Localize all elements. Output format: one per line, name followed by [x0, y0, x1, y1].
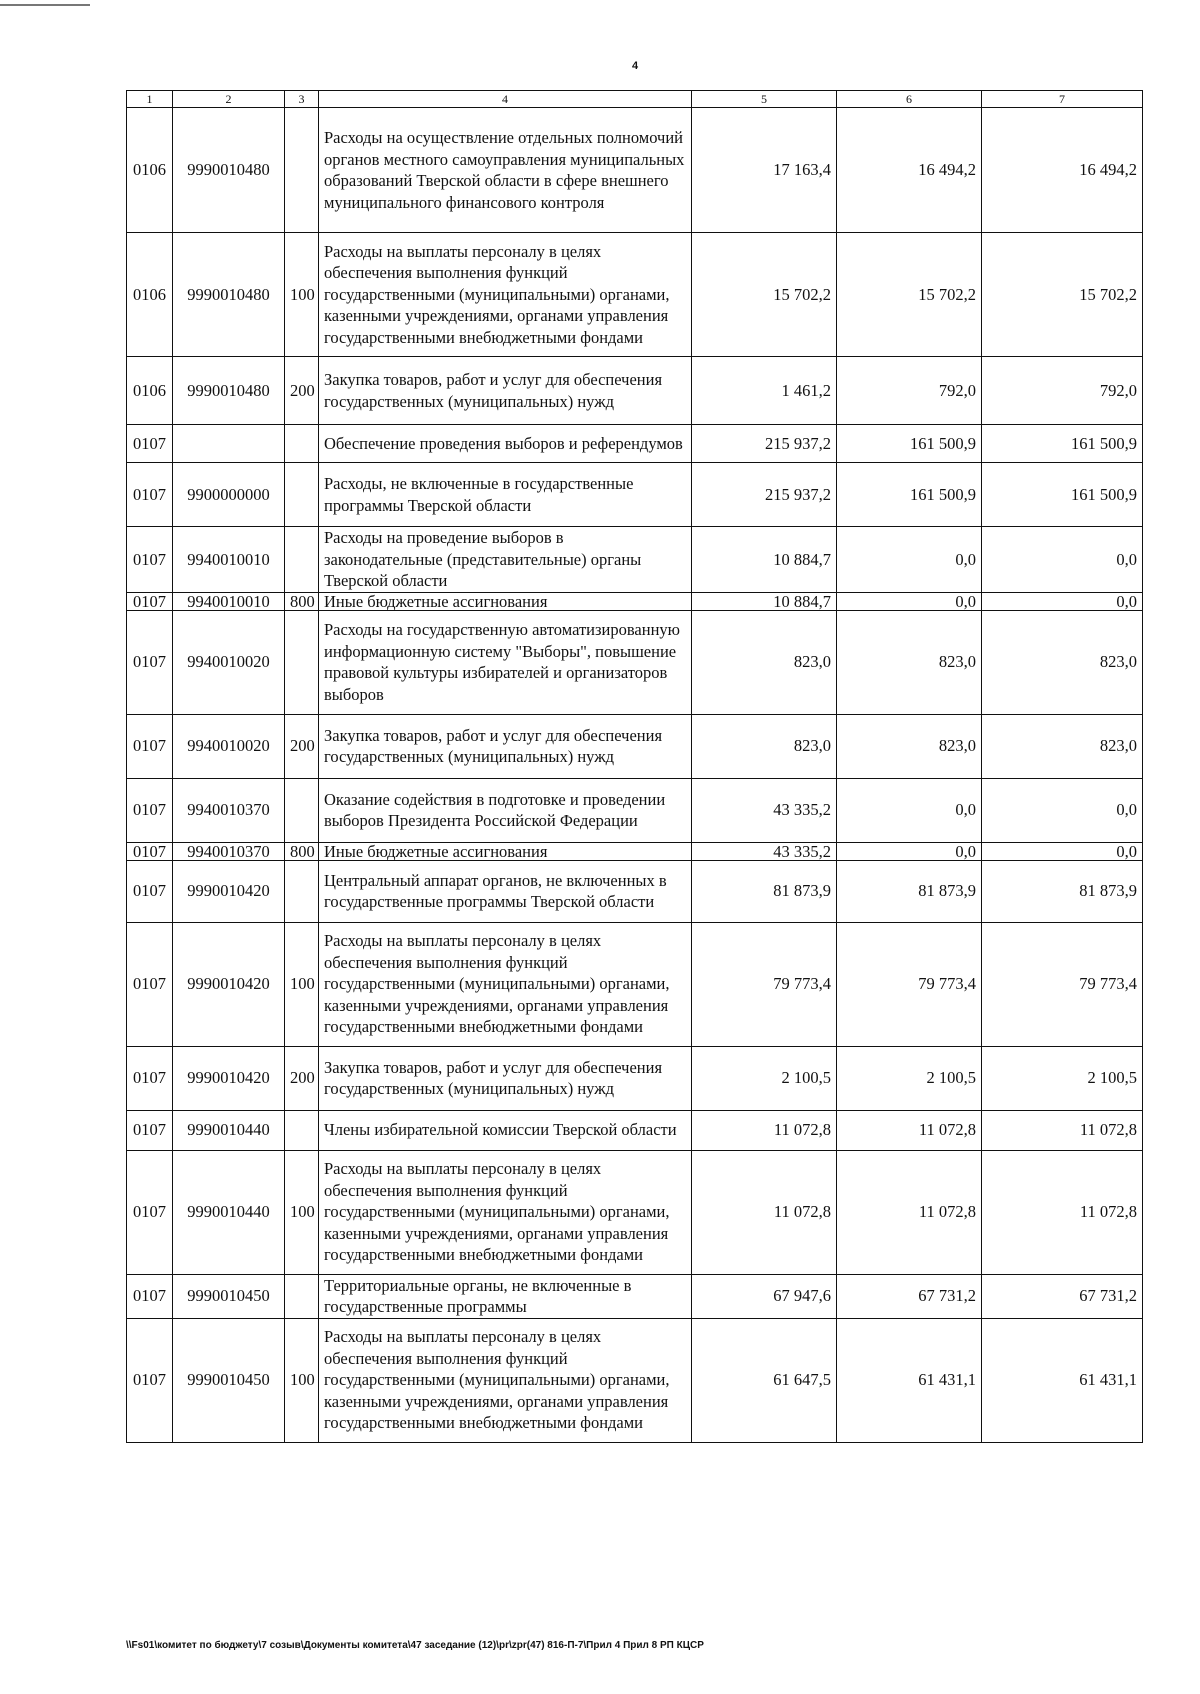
target-article-cell: 9940010010	[173, 527, 285, 593]
section-code-cell: 0106	[127, 233, 173, 357]
budget-table	[126, 90, 1143, 1443]
section-code-cell: 0107	[127, 714, 173, 778]
description-cell: Расходы на выплаты персоналу в целях обеспечения выполнения функций государственными (муниципальными) органами, казенными учреждениями, органами управления государственными внебюджетными фондами	[319, 922, 692, 1046]
header-col-1: 1	[127, 91, 173, 108]
section-code-cell: 0106	[127, 357, 173, 425]
amount-col7-cell: 161 500,9	[982, 463, 1143, 527]
description-cell: Расходы на государственную автоматизированную информационную систему "Выборы", повышение правовой культуры избирателей и организаторов выборов	[319, 610, 692, 714]
amount-col7-cell: 79 773,4	[982, 922, 1143, 1046]
expense-type-cell: 100	[285, 1318, 319, 1442]
amount-col7-cell: 0,0	[982, 778, 1143, 842]
table-row	[127, 610, 1143, 714]
target-article-cell: 9940010370	[173, 778, 285, 842]
description-cell: Расходы на выплаты персоналу в целях обеспечения выполнения функций государственными (муниципальными) органами, казенными учреждениями, органами управления государственными внебюджетными фондами	[319, 1318, 692, 1442]
table-row	[127, 233, 1143, 357]
header-row	[127, 91, 1143, 108]
amount-col6-cell: 15 702,2	[837, 233, 982, 357]
amount-col6-cell: 823,0	[837, 610, 982, 714]
amount-col7-cell: 15 702,2	[982, 233, 1143, 357]
amount-col5-cell: 823,0	[692, 714, 837, 778]
amount-col5-cell: 79 773,4	[692, 922, 837, 1046]
table-row	[127, 922, 1143, 1046]
target-article-cell: 9990010480	[173, 108, 285, 233]
amount-col5-cell: 215 937,2	[692, 463, 837, 527]
table-row	[127, 1150, 1143, 1274]
amount-col7-cell: 81 873,9	[982, 860, 1143, 922]
expense-type-cell	[285, 425, 319, 463]
expense-type-cell	[285, 108, 319, 233]
table-row	[127, 108, 1143, 233]
section-code-cell: 0107	[127, 860, 173, 922]
amount-col5-cell: 11 072,8	[692, 1110, 837, 1150]
table-row	[127, 463, 1143, 527]
amount-col7-cell: 161 500,9	[982, 425, 1143, 463]
amount-col5-cell: 67 947,6	[692, 1274, 837, 1318]
amount-col6-cell: 0,0	[837, 527, 982, 593]
page-number: 4	[631, 60, 639, 72]
section-code-cell: 0107	[127, 592, 173, 610]
header-col-4: 4	[319, 91, 692, 108]
header-col-3: 3	[285, 91, 319, 108]
amount-col6-cell: 67 731,2	[837, 1274, 982, 1318]
header-col-7: 7	[982, 91, 1143, 108]
target-article-cell: 9990010440	[173, 1150, 285, 1274]
description-cell: Центральный аппарат органов, не включенных в государственные программы Тверской области	[319, 860, 692, 922]
section-code-cell: 0107	[127, 1110, 173, 1150]
target-article-cell: 9990010480	[173, 357, 285, 425]
table-row	[127, 860, 1143, 922]
target-article-cell: 9990010420	[173, 922, 285, 1046]
target-article-cell: 9990010450	[173, 1274, 285, 1318]
target-article-cell: 9990010440	[173, 1110, 285, 1150]
table-row	[127, 842, 1143, 860]
amount-col5-cell: 215 937,2	[692, 425, 837, 463]
expense-type-cell: 800	[285, 592, 319, 610]
amount-col5-cell: 2 100,5	[692, 1046, 837, 1110]
amount-col7-cell: 67 731,2	[982, 1274, 1143, 1318]
amount-col5-cell: 17 163,4	[692, 108, 837, 233]
expense-type-cell: 100	[285, 922, 319, 1046]
expense-type-cell: 200	[285, 714, 319, 778]
expense-type-cell	[285, 778, 319, 842]
target-article-cell: 9940010020	[173, 714, 285, 778]
target-article-cell	[173, 425, 285, 463]
target-article-cell: 9900000000	[173, 463, 285, 527]
section-code-cell: 0107	[127, 1318, 173, 1442]
expense-type-cell	[285, 1274, 319, 1318]
description-cell: Оказание содействия в подготовке и проведении выборов Президента Российской Федерации	[319, 778, 692, 842]
description-cell: Расходы на выплаты персоналу в целях обеспечения выполнения функций государственными (муниципальными) органами, казенными учреждениями, органами управления государственными внебюджетными фондами	[319, 233, 692, 357]
target-article-cell: 9990010480	[173, 233, 285, 357]
description-cell: Расходы на проведение выборов в законодательные (представительные) органы Тверской области	[319, 527, 692, 593]
target-article-cell: 9990010420	[173, 1046, 285, 1110]
amount-col6-cell: 11 072,8	[837, 1150, 982, 1274]
expense-type-cell	[285, 610, 319, 714]
section-code-cell: 0107	[127, 1150, 173, 1274]
expense-type-cell	[285, 1110, 319, 1150]
section-code-cell: 0107	[127, 922, 173, 1046]
amount-col7-cell: 823,0	[982, 714, 1143, 778]
target-article-cell: 9990010450	[173, 1318, 285, 1442]
amount-col7-cell: 0,0	[982, 592, 1143, 610]
section-code-cell: 0107	[127, 1046, 173, 1110]
amount-col5-cell: 61 647,5	[692, 1318, 837, 1442]
expense-type-cell: 200	[285, 1046, 319, 1110]
amount-col5-cell: 11 072,8	[692, 1150, 837, 1274]
header-col-5: 5	[692, 91, 837, 108]
section-code-cell: 0107	[127, 610, 173, 714]
amount-col7-cell: 0,0	[982, 842, 1143, 860]
description-cell: Расходы на осуществление отдельных полномочий органов местного самоуправления муниципальных образований Тверской области в сфере внешнего муниципального финансового контроля	[319, 108, 692, 233]
amount-col5-cell: 10 884,7	[692, 592, 837, 610]
expense-type-cell: 800	[285, 842, 319, 860]
amount-col5-cell: 81 873,9	[692, 860, 837, 922]
section-code-cell: 0106	[127, 108, 173, 233]
table-row	[127, 1046, 1143, 1110]
section-code-cell: 0107	[127, 425, 173, 463]
expense-type-cell: 100	[285, 1150, 319, 1274]
amount-col6-cell: 2 100,5	[837, 1046, 982, 1110]
amount-col6-cell: 0,0	[837, 842, 982, 860]
target-article-cell: 9940010370	[173, 842, 285, 860]
header-col-6: 6	[837, 91, 982, 108]
table-row	[127, 1274, 1143, 1318]
footer-file-path: \\Fs01\комитет по бюджету\7 созыв\Документы комитета\47 заседание (12)\pr\zpr(47) 816-П-7\Прил 4 Прил 8 РП КЦСР	[126, 1640, 704, 1651]
section-code-cell: 0107	[127, 527, 173, 593]
amount-col6-cell: 81 873,9	[837, 860, 982, 922]
description-cell: Члены избирательной комиссии Тверской области	[319, 1110, 692, 1150]
description-cell: Закупка товаров, работ и услуг для обеспечения государственных (муниципальных) нужд	[319, 714, 692, 778]
expense-type-cell	[285, 527, 319, 593]
section-code-cell: 0107	[127, 842, 173, 860]
amount-col6-cell: 0,0	[837, 592, 982, 610]
table-row	[127, 527, 1143, 593]
header-col-2: 2	[173, 91, 285, 108]
description-cell: Иные бюджетные ассигнования	[319, 842, 692, 860]
amount-col7-cell: 823,0	[982, 610, 1143, 714]
amount-col7-cell: 2 100,5	[982, 1046, 1143, 1110]
description-cell: Территориальные органы, не включенные в государственные программы	[319, 1274, 692, 1318]
table-row	[127, 592, 1143, 610]
expense-type-cell	[285, 860, 319, 922]
description-cell: Закупка товаров, работ и услуг для обеспечения государственных (муниципальных) нужд	[319, 357, 692, 425]
target-article-cell: 9940010020	[173, 610, 285, 714]
amount-col6-cell: 792,0	[837, 357, 982, 425]
amount-col7-cell: 16 494,2	[982, 108, 1143, 233]
expense-type-cell: 100	[285, 233, 319, 357]
amount-col7-cell: 792,0	[982, 357, 1143, 425]
amount-col7-cell: 11 072,8	[982, 1110, 1143, 1150]
description-cell: Закупка товаров, работ и услуг для обеспечения государственных (муниципальных) нужд	[319, 1046, 692, 1110]
section-code-cell: 0107	[127, 463, 173, 527]
expense-type-cell: 200	[285, 357, 319, 425]
table-row	[127, 714, 1143, 778]
amount-col6-cell: 161 500,9	[837, 425, 982, 463]
table-row	[127, 1110, 1143, 1150]
table-row	[127, 425, 1143, 463]
amount-col6-cell: 79 773,4	[837, 922, 982, 1046]
table-row	[127, 778, 1143, 842]
target-article-cell: 9990010420	[173, 860, 285, 922]
amount-col6-cell: 823,0	[837, 714, 982, 778]
amount-col5-cell: 10 884,7	[692, 527, 837, 593]
amount-col5-cell: 43 335,2	[692, 778, 837, 842]
amount-col6-cell: 11 072,8	[837, 1110, 982, 1150]
section-code-cell: 0107	[127, 1274, 173, 1318]
description-cell: Иные бюджетные ассигнования	[319, 592, 692, 610]
scan-edge-mark	[0, 4, 90, 6]
target-article-cell: 9940010010	[173, 592, 285, 610]
description-cell: Обеспечение проведения выборов и референдумов	[319, 425, 692, 463]
description-cell: Расходы на выплаты персоналу в целях обеспечения выполнения функций государственными (муниципальными) органами, казенными учреждениями, органами управления государственными внебюджетными фондами	[319, 1150, 692, 1274]
amount-col7-cell: 61 431,1	[982, 1318, 1143, 1442]
amount-col7-cell: 11 072,8	[982, 1150, 1143, 1274]
description-cell: Расходы, не включенные в государственные программы Тверской области	[319, 463, 692, 527]
amount-col5-cell: 15 702,2	[692, 233, 837, 357]
amount-col6-cell: 16 494,2	[837, 108, 982, 233]
amount-col7-cell: 0,0	[982, 527, 1143, 593]
amount-col6-cell: 0,0	[837, 778, 982, 842]
expense-type-cell	[285, 463, 319, 527]
amount-col6-cell: 61 431,1	[837, 1318, 982, 1442]
amount-col6-cell: 161 500,9	[837, 463, 982, 527]
table-row	[127, 1318, 1143, 1442]
amount-col5-cell: 823,0	[692, 610, 837, 714]
section-code-cell: 0107	[127, 778, 173, 842]
table-row	[127, 357, 1143, 425]
amount-col5-cell: 1 461,2	[692, 357, 837, 425]
amount-col5-cell: 43 335,2	[692, 842, 837, 860]
